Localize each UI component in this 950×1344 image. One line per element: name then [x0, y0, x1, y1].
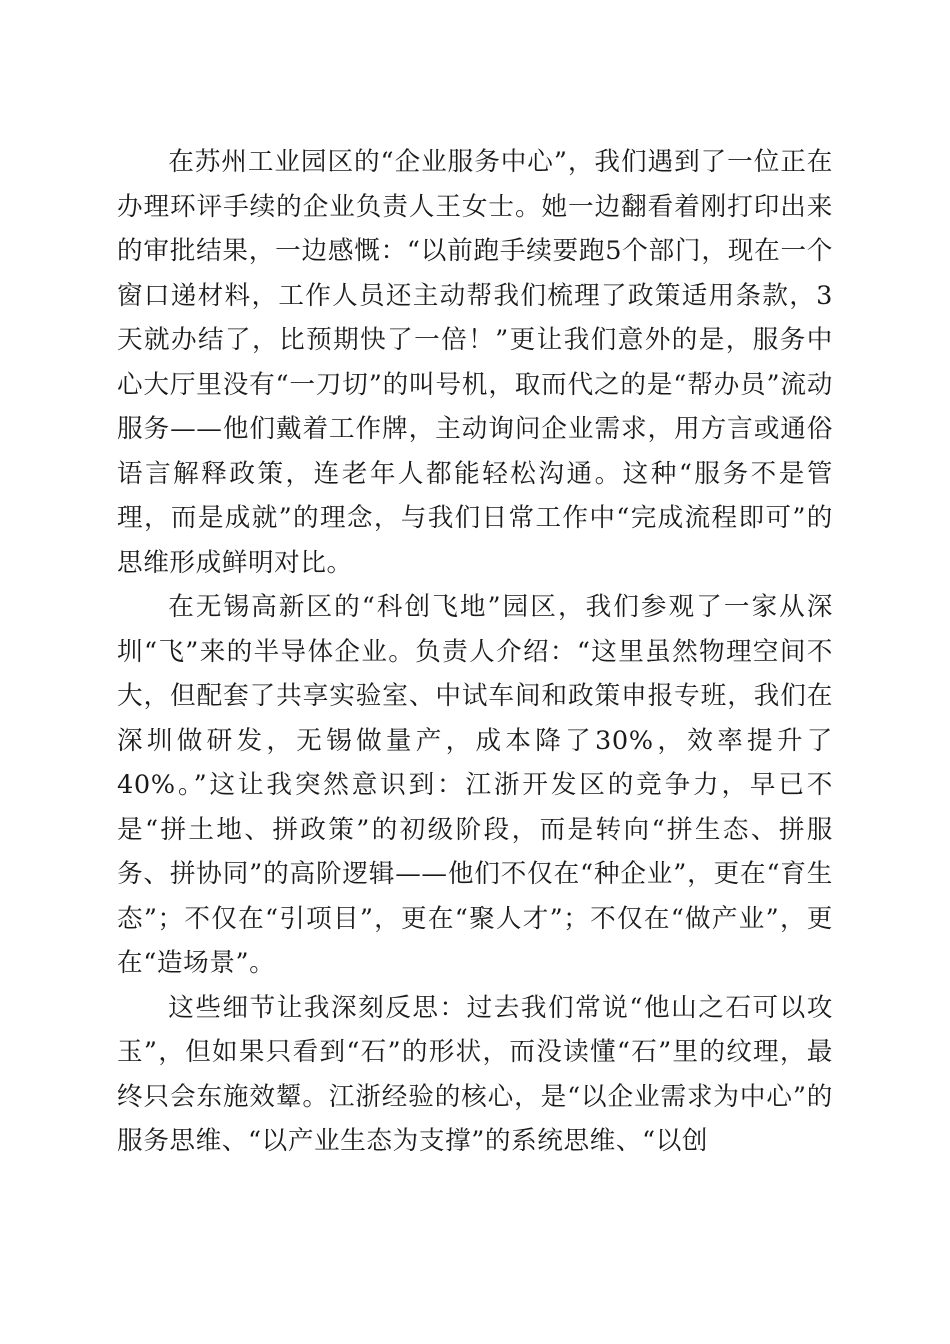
paragraph-suzhou-service-center: 在苏州工业园区的“企业服务中心”，我们遇到了一位正在办理环评手续的企业负责人王女士。她一边翻看着刚打印出来的审批结果，一边感慨：“以前跑手续要跑5个部门，现在一个窗口递材料，工作人员还主动帮我们梳理了政策适用条款，3天就办结了，比预期快了一倍！”更让我们意外的是，服务中心大厅里没有“一刀切”的叫号机，取而代之的是“帮办员”流动服务——他们戴着工作牌，主动询问企业需求，用方言或通俗语言解释政策，连老年人都能轻松沟通。这种“服务不是管理，而是成就”的理念，与我们日常工作中“完成流程即可”的思维形成鲜明对比。	[117, 147, 833, 578]
paragraph-wuxi-innovation-enclave: 在无锡高新区的“科创飞地”园区，我们参观了一家从深圳“飞”来的半导体企业。负责人介绍：“这里虽然物理空间不大，但配套了共享实验室、中试车间和政策申报专班，我们在深圳做研发，无锡做量产，成本降了30%，效率提升了40%。”这让我突然意识到：江浙开发区的竞争力，早已不是“拼土地、拼政策”的初级阶段，而是转向“拼生态、拼服务、拼协同”的高阶逻辑——他们不仅在“种企业”，更在“育生态”；不仅在“引项目”，更在“聚人才”；不仅在“做产业”，更在“造场景”。	[117, 592, 833, 978]
paragraph-reflection: 这些细节让我深刻反思：过去我们常说“他山之石可以攻玉”，但如果只看到“石”的形状，而没读懂“石”里的纹理，最终只会东施效颦。江浙经验的核心，是“以企业需求为中心”的服务思维、“以产业生态为支撑”的系统思维、“以创	[117, 992, 833, 1156]
document-body	[117, 140, 833, 1164]
